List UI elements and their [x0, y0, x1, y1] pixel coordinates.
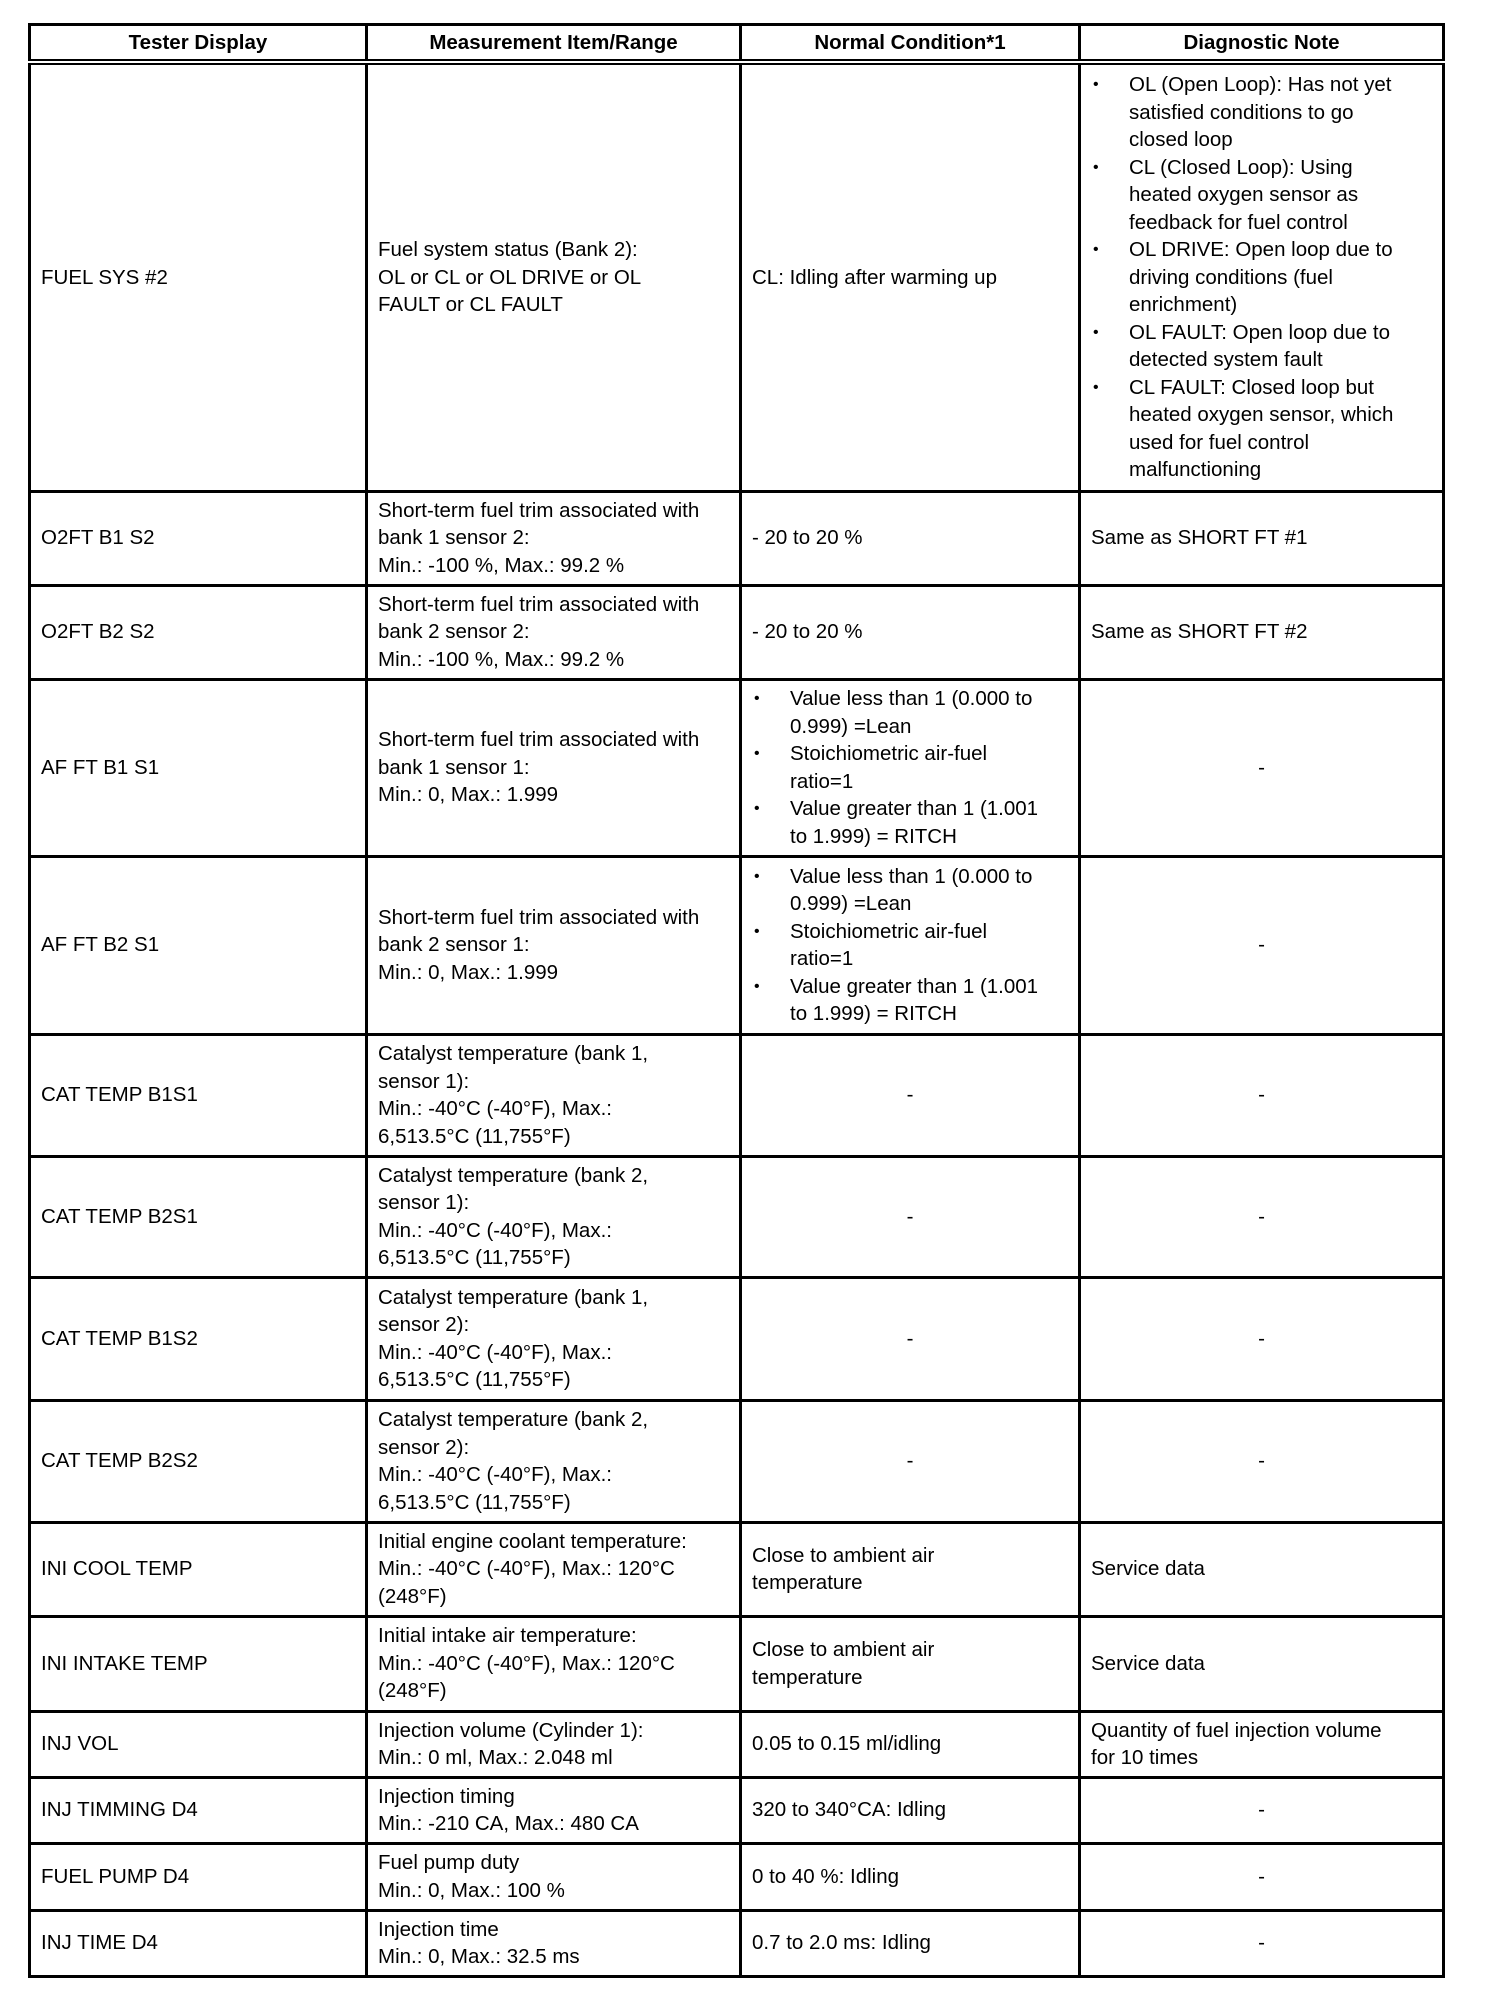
diagnostic-note-cell: Service data — [1080, 1616, 1444, 1711]
normal-condition-cell — [741, 856, 1080, 1034]
diagnostic-note-cell: Same as SHORT FT #1 — [1080, 491, 1444, 585]
measurement-cell: Fuel pump duty Min.: 0, Max.: 100 % — [367, 1843, 741, 1910]
tester-display-cell: INJ VOL — [30, 1711, 367, 1777]
bullet-item: • OL (Open Loop): Has not yet satisfied conditions to go closed loop — [1091, 71, 1432, 154]
bullet-item: • Stoichiometric air-fuel ratio=1 — [752, 918, 1068, 973]
bullet-item: • OL DRIVE: Open loop due to driving conditions (fuel enrichment) — [1091, 236, 1432, 319]
tester-display-cell: CAT TEMP B2S2 — [30, 1400, 367, 1522]
table-row — [30, 491, 1444, 585]
table-row — [30, 856, 1444, 1034]
measurement-cell: Short-term fuel trim associated with bank 1 sensor 1: Min.: 0, Max.: 1.999 — [367, 679, 741, 856]
diagnostic-note-cell: Quantity of fuel injection volume for 10 times — [1080, 1711, 1444, 1777]
tester-display-cell: CAT TEMP B2S1 — [30, 1156, 367, 1277]
normal-condition-cell: - — [741, 1156, 1080, 1277]
measurement-cell: Injection volume (Cylinder 1): Min.: 0 ml, Max.: 2.048 ml — [367, 1711, 741, 1777]
measurement-cell: Short-term fuel trim associated with bank 1 sensor 2: Min.: -100 %, Max.: 99.2 % — [367, 491, 741, 585]
table-row — [30, 585, 1444, 679]
bullet-item: • OL FAULT: Open loop due to detected system fault — [1091, 319, 1432, 374]
bullet-item: • CL FAULT: Closed loop but heated oxygen sensor, which used for fuel control malfunctioning — [1091, 374, 1432, 484]
bullet-list — [752, 685, 1068, 850]
tester-display-cell: AF FT B2 S1 — [30, 856, 367, 1034]
table-row — [30, 1910, 1444, 1976]
header-measurement-item: Measurement Item/Range — [367, 25, 741, 63]
table-body — [30, 62, 1444, 1976]
bullet-list — [1091, 71, 1432, 484]
measurement-cell: Catalyst temperature (bank 1, sensor 2): Min.: -40°C (-40°F), Max.: 6,513.5°C (11,755°F) — [367, 1277, 741, 1400]
data-list-table — [28, 23, 1445, 1978]
diagnostic-note-cell: - — [1080, 1156, 1444, 1277]
table-row — [30, 679, 1444, 856]
tester-display-cell: FUEL PUMP D4 — [30, 1843, 367, 1910]
bullet-item: • Value greater than 1 (1.001 to 1.999) = RITCH — [752, 973, 1068, 1028]
measurement-cell: Initial engine coolant temperature: Min.: -40°C (-40°F), Max.: 120°C (248°F) — [367, 1522, 741, 1616]
tester-display-cell: O2FT B2 S2 — [30, 585, 367, 679]
diagnostic-note-cell: - — [1080, 1910, 1444, 1976]
measurement-cell: Catalyst temperature (bank 2, sensor 2): Min.: -40°C (-40°F), Max.: 6,513.5°C (11,755°F) — [367, 1400, 741, 1522]
measurement-cell: Short-term fuel trim associated with bank 2 sensor 2: Min.: -100 %, Max.: 99.2 % — [367, 585, 741, 679]
diagnostic-note-cell: - — [1080, 1400, 1444, 1522]
tester-display-cell: INI COOL TEMP — [30, 1522, 367, 1616]
normal-condition-cell — [741, 679, 1080, 856]
tester-display-cell: INI INTAKE TEMP — [30, 1616, 367, 1711]
measurement-cell: Catalyst temperature (bank 2, sensor 1): Min.: -40°C (-40°F), Max.: 6,513.5°C (11,755°F) — [367, 1156, 741, 1277]
table-row — [30, 1843, 1444, 1910]
measurement-cell: Short-term fuel trim associated with bank 2 sensor 1: Min.: 0, Max.: 1.999 — [367, 856, 741, 1034]
normal-condition-cell: Close to ambient air temperature — [741, 1522, 1080, 1616]
diagnostic-note-cell: - — [1080, 1034, 1444, 1156]
measurement-cell: Fuel system status (Bank 2): OL or CL or OL DRIVE or OL FAULT or CL FAULT — [367, 62, 741, 491]
bullet-item: • Stoichiometric air-fuel ratio=1 — [752, 740, 1068, 795]
bullet-list — [752, 863, 1068, 1028]
table-row — [30, 1034, 1444, 1156]
normal-condition-cell: 0 to 40 %: Idling — [741, 1843, 1080, 1910]
bullet-item: • Value greater than 1 (1.001 to 1.999) = RITCH — [752, 795, 1068, 850]
bullet-item: • CL (Closed Loop): Using heated oxygen sensor as feedback for fuel control — [1091, 154, 1432, 237]
tester-display-cell: CAT TEMP B1S1 — [30, 1034, 367, 1156]
normal-condition-cell: - 20 to 20 % — [741, 585, 1080, 679]
normal-condition-cell: - 20 to 20 % — [741, 491, 1080, 585]
diagnostic-note-cell: - — [1080, 856, 1444, 1034]
measurement-cell: Injection timing Min.: -210 CA, Max.: 480 CA — [367, 1777, 741, 1843]
table-row — [30, 62, 1444, 491]
measurement-cell: Catalyst temperature (bank 1, sensor 1): Min.: -40°C (-40°F), Max.: 6,513.5°C (11,755°F) — [367, 1034, 741, 1156]
header-tester-display: Tester Display — [30, 25, 367, 63]
tester-display-cell: O2FT B1 S2 — [30, 491, 367, 585]
diagnostic-note-cell — [1080, 62, 1444, 491]
diagnostic-note-cell: - — [1080, 1777, 1444, 1843]
table-row — [30, 1711, 1444, 1777]
diagnostic-note-cell: - — [1080, 1843, 1444, 1910]
normal-condition-cell: - — [741, 1400, 1080, 1522]
diagnostic-note-cell: Same as SHORT FT #2 — [1080, 585, 1444, 679]
normal-condition-cell: Close to ambient air temperature — [741, 1616, 1080, 1711]
table-row — [30, 1156, 1444, 1277]
normal-condition-cell: CL: Idling after warming up — [741, 62, 1080, 491]
header-normal-condition: Normal Condition*1 — [741, 25, 1080, 63]
header-row — [30, 25, 1444, 63]
measurement-cell: Initial intake air temperature: Min.: -40°C (-40°F), Max.: 120°C (248°F) — [367, 1616, 741, 1711]
tester-display-cell: FUEL SYS #2 — [30, 62, 367, 491]
table-row — [30, 1616, 1444, 1711]
diagnostic-note-cell: - — [1080, 679, 1444, 856]
table-row — [30, 1400, 1444, 1522]
tester-display-cell: INJ TIMMING D4 — [30, 1777, 367, 1843]
tester-display-cell: AF FT B1 S1 — [30, 679, 367, 856]
normal-condition-cell: - — [741, 1034, 1080, 1156]
normal-condition-cell: - — [741, 1277, 1080, 1400]
diagnostic-note-cell: Service data — [1080, 1522, 1444, 1616]
tester-display-cell: CAT TEMP B1S2 — [30, 1277, 367, 1400]
normal-condition-cell: 320 to 340°CA: Idling — [741, 1777, 1080, 1843]
header-diagnostic-note: Diagnostic Note — [1080, 25, 1444, 63]
table-row — [30, 1277, 1444, 1400]
diagnostic-note-cell: - — [1080, 1277, 1444, 1400]
bullet-item: • Value less than 1 (0.000 to 0.999) =Lean — [752, 863, 1068, 918]
table-row — [30, 1522, 1444, 1616]
normal-condition-cell: 0.7 to 2.0 ms: Idling — [741, 1910, 1080, 1976]
measurement-cell: Injection time Min.: 0, Max.: 32.5 ms — [367, 1910, 741, 1976]
normal-condition-cell: 0.05 to 0.15 ml/idling — [741, 1711, 1080, 1777]
bullet-item: • Value less than 1 (0.000 to 0.999) =Lean — [752, 685, 1068, 740]
tester-display-cell: INJ TIME D4 — [30, 1910, 367, 1976]
table-row — [30, 1777, 1444, 1843]
